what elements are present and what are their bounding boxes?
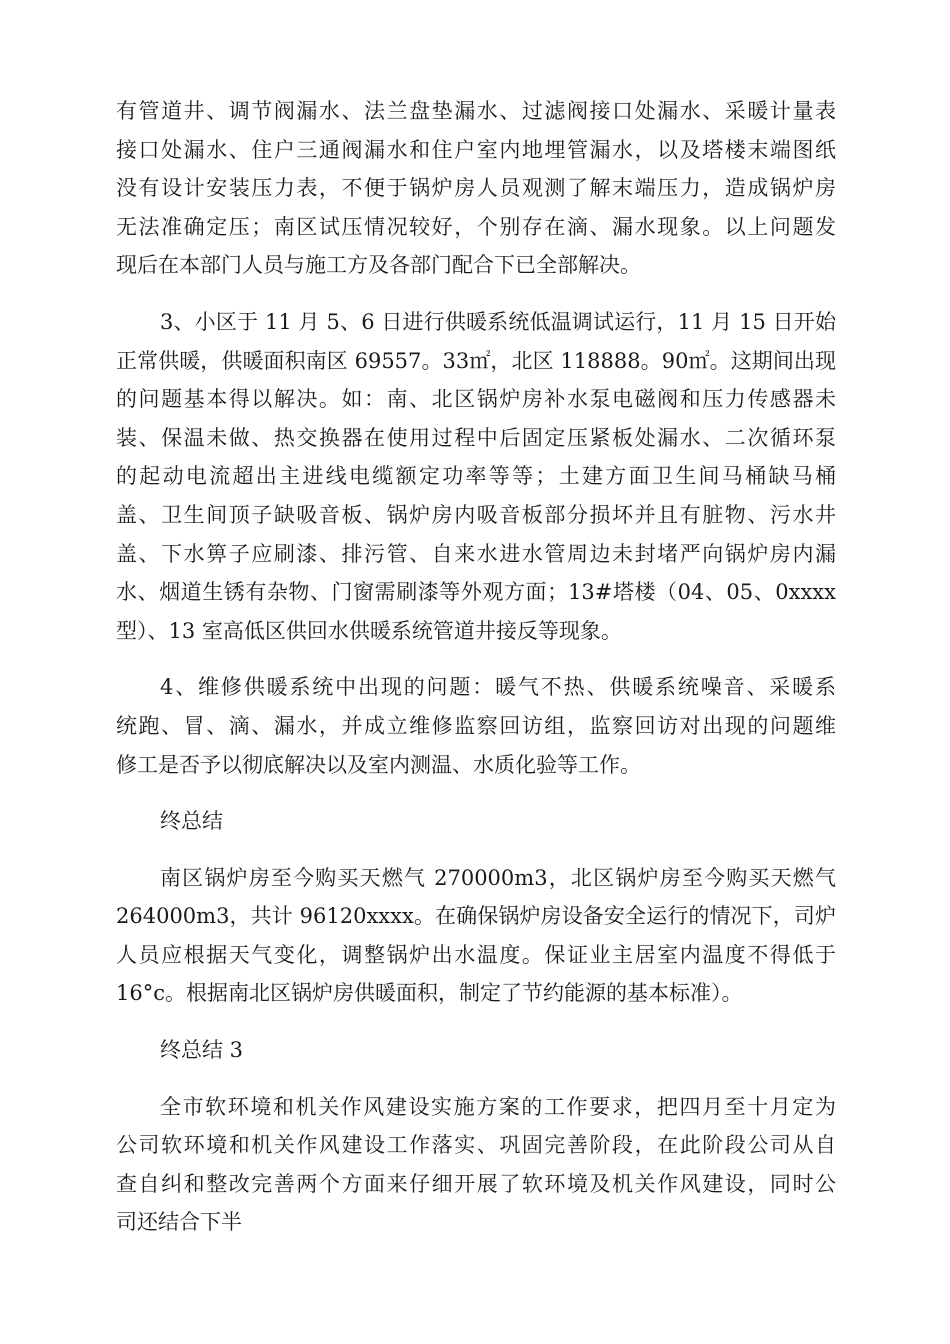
text-line: 水、烟道生锈有杂物、门窗需刷漆等外观方面；13#塔楼（04、05、0xxxx	[116, 580, 836, 605]
text-line: 公司软环境和机关作风建设工作落实、巩固完善阶段，在此阶段公司从自	[116, 1133, 836, 1158]
text-line: 接口处漏水、住户三通阀漏水和住户室内地埋管漏水，以及塔楼末端图纸	[116, 137, 836, 162]
text-line: 装、保温未做、热交换器在使用过程中后固定压紧板处漏水、二次循环泵	[116, 425, 836, 450]
text-line: 4、维修供暖系统中出现的问题：暖气不热、供暖系统噪音、采暖系	[160, 675, 836, 700]
text-line: 没有设计安装压力表，不便于锅炉房人员观测了解末端压力，造成锅炉房	[116, 176, 836, 201]
text-line: 16°c。根据南北区锅炉房供暖面积，制定了节约能源的基本标准）。	[116, 981, 743, 1006]
paragraph-pressure-test-issues	[116, 92, 836, 285]
text-line: 的问题基本得以解决。如：南、北区锅炉房补水泵电磁阀和压力传感器未	[116, 387, 836, 412]
text-line: 修工是否予以彻底解决以及室内测温、水质化验等工作。	[116, 752, 641, 777]
paragraph-item-4-maintenance	[116, 668, 836, 784]
text-line: 正常供暖，供暖面积南区 69557。33㎡，北区 118888。90㎡。这期间出现	[116, 348, 836, 373]
document-body	[116, 92, 836, 1260]
text-line: 现后在本部门人员与施工方及各部门配合下已全部解决。	[116, 253, 641, 278]
text-line: 全市软环境和机关作风建设实施方案的工作要求，把四月至十月定为	[160, 1094, 836, 1119]
paragraph-item-3-heating-trial	[116, 303, 836, 650]
text-line: 264000m3，共计 96120xxxx。在确保锅炉房设备安全运行的情况下，司炉	[116, 904, 836, 929]
text-line: 南区锅炉房至今购买天燃气 270000m3，北区锅炉房至今购买天燃气	[160, 865, 836, 890]
text-line: 无法准确定压；南区试压情况较好，个别存在滴、漏水现象。以上问题发	[116, 214, 836, 239]
text-line: 的起动电流超出主进线电缆额定功率等等；土建方面卫生间马桶缺马桶	[116, 464, 836, 489]
text-line: 盖、卫生间顶子缺吸音板、锅炉房内吸音板部分损坏并且有脏物、污水井	[116, 502, 836, 527]
text-line: 统跑、冒、滴、漏水，并成立维修监察回访组，监察回访对出现的问题维	[116, 713, 836, 738]
text-line: 司还结合下半	[116, 1210, 242, 1235]
section-heading: 终总结	[160, 809, 223, 834]
paragraph-soft-environment	[116, 1088, 836, 1242]
text-line: 查自纠和整改完善两个方面来仔细开展了软环境及机关作风建设，同时公	[116, 1171, 836, 1196]
text-line: 型）、13 室高低区供回水供暖系统管道井接反等现象。	[116, 618, 622, 643]
text-line: 3、小区于 11 月 5、6 日进行供暖系统低温调试运行，11 月 15 日开始	[160, 309, 836, 334]
paragraph-gas-purchase	[116, 859, 836, 1013]
text-line: 有管道井、调节阀漏水、法兰盘垫漏水、过滤阀接口处漏水、采暖计量表	[116, 99, 836, 123]
text-line: 人员应根据天气变化，调整锅炉出水温度。保证业主居室内温度不得低于	[116, 942, 836, 967]
text-line: 盖、下水箅子应刷漆、排污管、自来水进水管周边未封堵严向锅炉房内漏	[116, 541, 836, 566]
section-heading: 终总结 3	[160, 1038, 244, 1063]
